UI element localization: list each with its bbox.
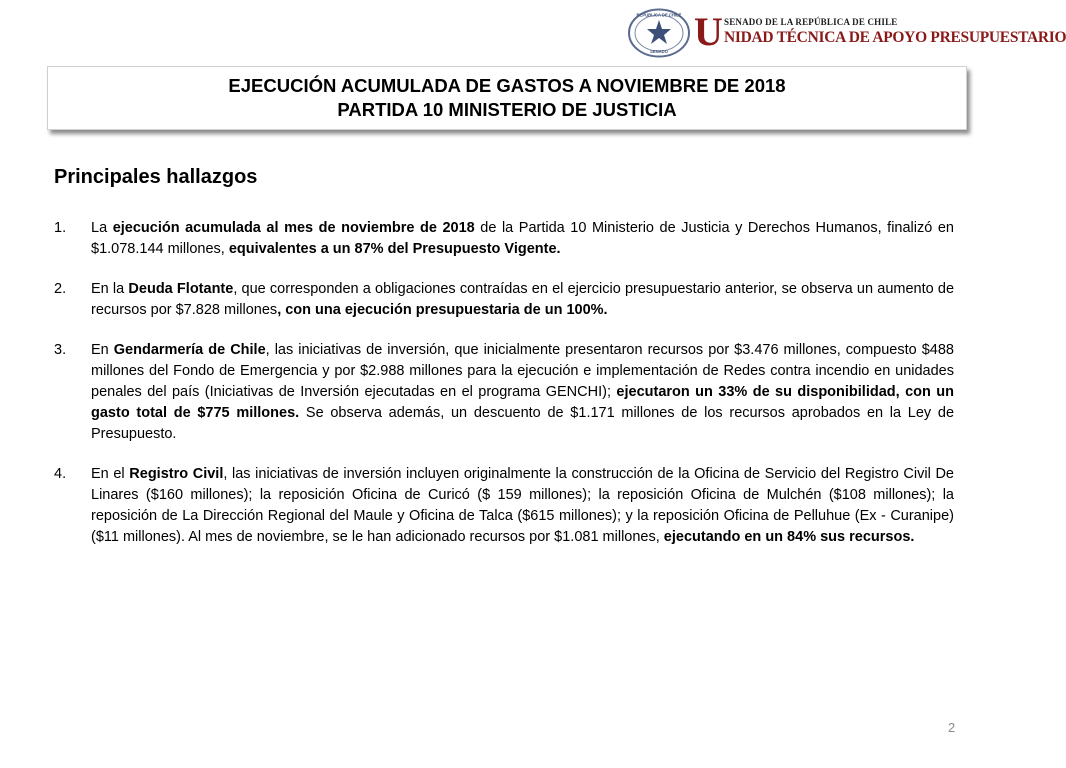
- header-logo: [628, 8, 1066, 60]
- seal-text: REPÚBLICA DE CHILE: [636, 12, 682, 18]
- finding-number: 3.: [54, 342, 67, 358]
- title-line-2: PARTIDA 10 MINISTERIO DE JUSTICIA: [337, 99, 677, 120]
- finding-number: 4.: [54, 466, 67, 482]
- finding-number: 2.: [54, 281, 67, 297]
- finding-text-segment: En: [91, 342, 114, 358]
- finding-text: [91, 340, 954, 445]
- finding-text: [91, 279, 954, 321]
- title-box: [47, 66, 967, 130]
- section-heading: Principales hallazgos: [54, 166, 258, 188]
- finding-item-2: [54, 279, 954, 321]
- finding-text-bold: , con una ejecución presupuestaria de un 100%.: [277, 302, 608, 318]
- finding-text-segment: , que corresponden a obligaciones contraídas en el ejercicio presupuestario anterior, se observa un aumento de recursos por $7.828 millones: [91, 281, 955, 318]
- finding-text-segment: La: [91, 220, 113, 236]
- finding-text-segment: En el: [91, 466, 130, 482]
- finding-text-bold: Gendarmería de Chile: [113, 342, 266, 358]
- finding-item-3: [54, 340, 954, 445]
- finding-text-segment: , las iniciativas de inversión, que inicialmente presentaron recursos por $3.476 millones, compuesto $488 millones del Fondo de Emergencia y por $2.988 millones para la ejecución e implementación de Redes contra incendio en unidades penales del país (Iniciativas de Inversión ejecutadas en el programa GENCHI);: [91, 342, 954, 400]
- finding-text-bold: Registro Civil: [129, 466, 224, 482]
- finding-text-segment: Se observa además, un descuento de $1.171 millones de los recursos aprobados en la Ley de Presupuesto.: [91, 405, 955, 442]
- finding-item-4: [54, 464, 954, 548]
- logo-initial: U: [694, 9, 723, 54]
- finding-text-bold: ejecutando en un 84% sus recursos.: [663, 529, 915, 545]
- finding-text-bold: equivalentes a un 87% del Presupuesto Vigente.: [228, 241, 561, 257]
- finding-text-segment: de la Partida 10 Ministerio de Justicia y Derechos Humanos, finalizó en $1.078.144 millones,: [91, 220, 954, 257]
- finding-item-1: [54, 218, 954, 260]
- logo-unidad-text: NIDAD TÉCNICA DE APOYO PRESUPUESTARIO: [724, 29, 1066, 46]
- finding-text: [91, 218, 954, 260]
- finding-text: [91, 464, 954, 548]
- page-number: 2: [948, 720, 956, 735]
- senado-seal-icon: [628, 8, 692, 58]
- findings-list: [54, 218, 954, 567]
- finding-text-bold: ejecución acumulada al mes de noviembre de 2018: [112, 220, 475, 236]
- finding-text-segment: , las iniciativas de inversión incluyen originalmente la construcción de la Oficina de Servicio del Registro Civil De Linares ($160 millones); la reposición Oficina de Curicó ($ 159 millones); la reposición Oficina de Mulchén ($108 millones); la reposición de La Dirección Regional del Maule y Oficina de Talca ($615 millones); y la reposición Oficina de Pelluhue (Ex - Curanipe) ($11 millones). Al mes de noviembre, se le han adicionado recursos por $1.081 millones,: [91, 466, 954, 545]
- finding-number: 1.: [54, 220, 67, 236]
- logo-senado-text: SENADO DE LA REPÚBLICA DE CHILE: [724, 17, 898, 27]
- finding-text-bold: ejecutaron un 33% de su disponibilidad, con un gasto total de $775 millones.: [91, 384, 954, 421]
- finding-text-bold: Deuda Flotante: [128, 281, 234, 297]
- finding-text-segment: En la: [91, 281, 129, 297]
- seal-subtext: SENADO: [650, 49, 668, 54]
- title-line-1: EJECUCIÓN ACUMULADA DE GASTOS A NOVIEMBRE DE 2018: [228, 75, 786, 96]
